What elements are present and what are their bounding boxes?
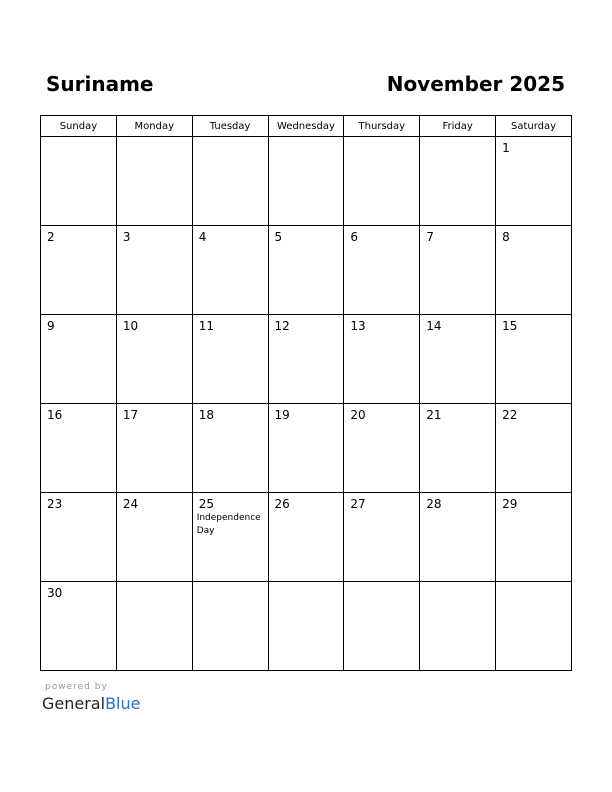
country-title: Suriname (46, 72, 154, 96)
week-row (41, 137, 572, 226)
day-number: 26 (274, 497, 290, 511)
day-cell (268, 582, 344, 671)
day-cell (420, 582, 496, 671)
day-number: 7 (426, 230, 434, 244)
day-number: 30 (47, 586, 63, 600)
day-number (344, 137, 419, 141)
day-cell (420, 226, 496, 315)
day-cell (116, 137, 192, 226)
day-number (193, 137, 268, 141)
day-cell (268, 404, 344, 493)
day-cell (192, 315, 268, 404)
day-number: 10 (122, 319, 139, 333)
day-cell (420, 404, 496, 493)
day-number (420, 137, 495, 141)
day-number (117, 582, 192, 586)
day-number: 17 (122, 408, 139, 422)
brand-blue-text: Blue (105, 694, 141, 713)
day-cell (192, 137, 268, 226)
day-cell (41, 493, 117, 582)
day-number: 25 (198, 497, 214, 511)
day-number: 27 (350, 497, 366, 511)
day-cell (116, 226, 192, 315)
day-number: 20 (350, 408, 366, 422)
day-cell (496, 582, 572, 671)
day-cell (344, 582, 420, 671)
calendar-grid (40, 115, 572, 671)
week-row (41, 582, 572, 671)
day-number: 15 (502, 319, 518, 333)
day-cell (496, 404, 572, 493)
day-cell (41, 137, 117, 226)
day-cell (41, 315, 117, 404)
day-number: 9 (47, 319, 55, 333)
day-cell (496, 315, 572, 404)
day-number: 18 (198, 408, 214, 422)
day-number: 19 (274, 408, 290, 422)
footer-branding (42, 682, 140, 715)
day-number (420, 582, 495, 586)
weekday-tuesday: Tuesday (192, 116, 268, 137)
day-number: 13 (350, 319, 366, 333)
day-cell (496, 137, 572, 226)
day-number: 1 (502, 141, 510, 155)
day-cell (116, 582, 192, 671)
day-cell (192, 226, 268, 315)
day-cell (192, 582, 268, 671)
day-number (117, 137, 192, 141)
day-number: 11 (198, 319, 214, 333)
weekday-thursday: Thursday (344, 116, 420, 137)
day-number (344, 582, 419, 586)
day-cell (420, 493, 496, 582)
day-number: 22 (502, 408, 518, 422)
day-number (41, 137, 116, 141)
day-cell (268, 137, 344, 226)
day-cell (116, 493, 192, 582)
day-cell (420, 315, 496, 404)
day-number: 12 (274, 319, 290, 333)
day-number: 29 (502, 497, 518, 511)
day-number: 4 (198, 230, 207, 244)
day-number (269, 137, 344, 141)
day-number: 5 (274, 230, 283, 244)
holiday-label: Independence Day (196, 513, 261, 536)
day-number: 28 (426, 497, 442, 511)
brand-general-text: General (42, 694, 106, 713)
day-cell (344, 226, 420, 315)
month-year-title: November 2025 (386, 72, 565, 96)
weekday-monday: Monday (116, 116, 192, 137)
day-number: 6 (350, 230, 359, 244)
day-cell (344, 137, 420, 226)
day-cell (41, 404, 117, 493)
day-cell (344, 315, 420, 404)
week-row (41, 493, 572, 582)
day-number: 16 (47, 408, 63, 422)
day-number: 24 (122, 497, 139, 511)
day-number: 3 (122, 230, 131, 244)
powered-by-label: powered by (45, 682, 108, 692)
day-cell (41, 582, 117, 671)
day-cell (268, 315, 344, 404)
day-cell (344, 493, 420, 582)
day-cell (268, 493, 344, 582)
day-number: 21 (426, 408, 442, 422)
brand-logo[interactable] (42, 693, 140, 715)
day-number (193, 582, 268, 586)
day-number: 23 (47, 497, 63, 511)
day-number: 2 (47, 230, 55, 244)
weekday-header-row (41, 116, 572, 137)
day-number (269, 582, 344, 586)
day-cell (420, 137, 496, 226)
day-number: 14 (426, 319, 442, 333)
week-row (41, 315, 572, 404)
day-cell (116, 315, 192, 404)
day-cell (192, 404, 268, 493)
day-cell (496, 226, 572, 315)
weekday-friday: Friday (420, 116, 496, 137)
weekday-wednesday: Wednesday (268, 116, 344, 137)
weekday-saturday: Saturday (496, 116, 572, 137)
day-number (496, 582, 571, 586)
week-row (41, 404, 572, 493)
day-cell-holiday (192, 493, 268, 582)
day-number: 8 (502, 230, 510, 244)
day-cell (41, 226, 117, 315)
day-cell (116, 404, 192, 493)
day-cell (268, 226, 344, 315)
day-cell (496, 493, 572, 582)
week-row (41, 226, 572, 315)
weekday-sunday: Sunday (41, 116, 117, 137)
day-cell (344, 404, 420, 493)
